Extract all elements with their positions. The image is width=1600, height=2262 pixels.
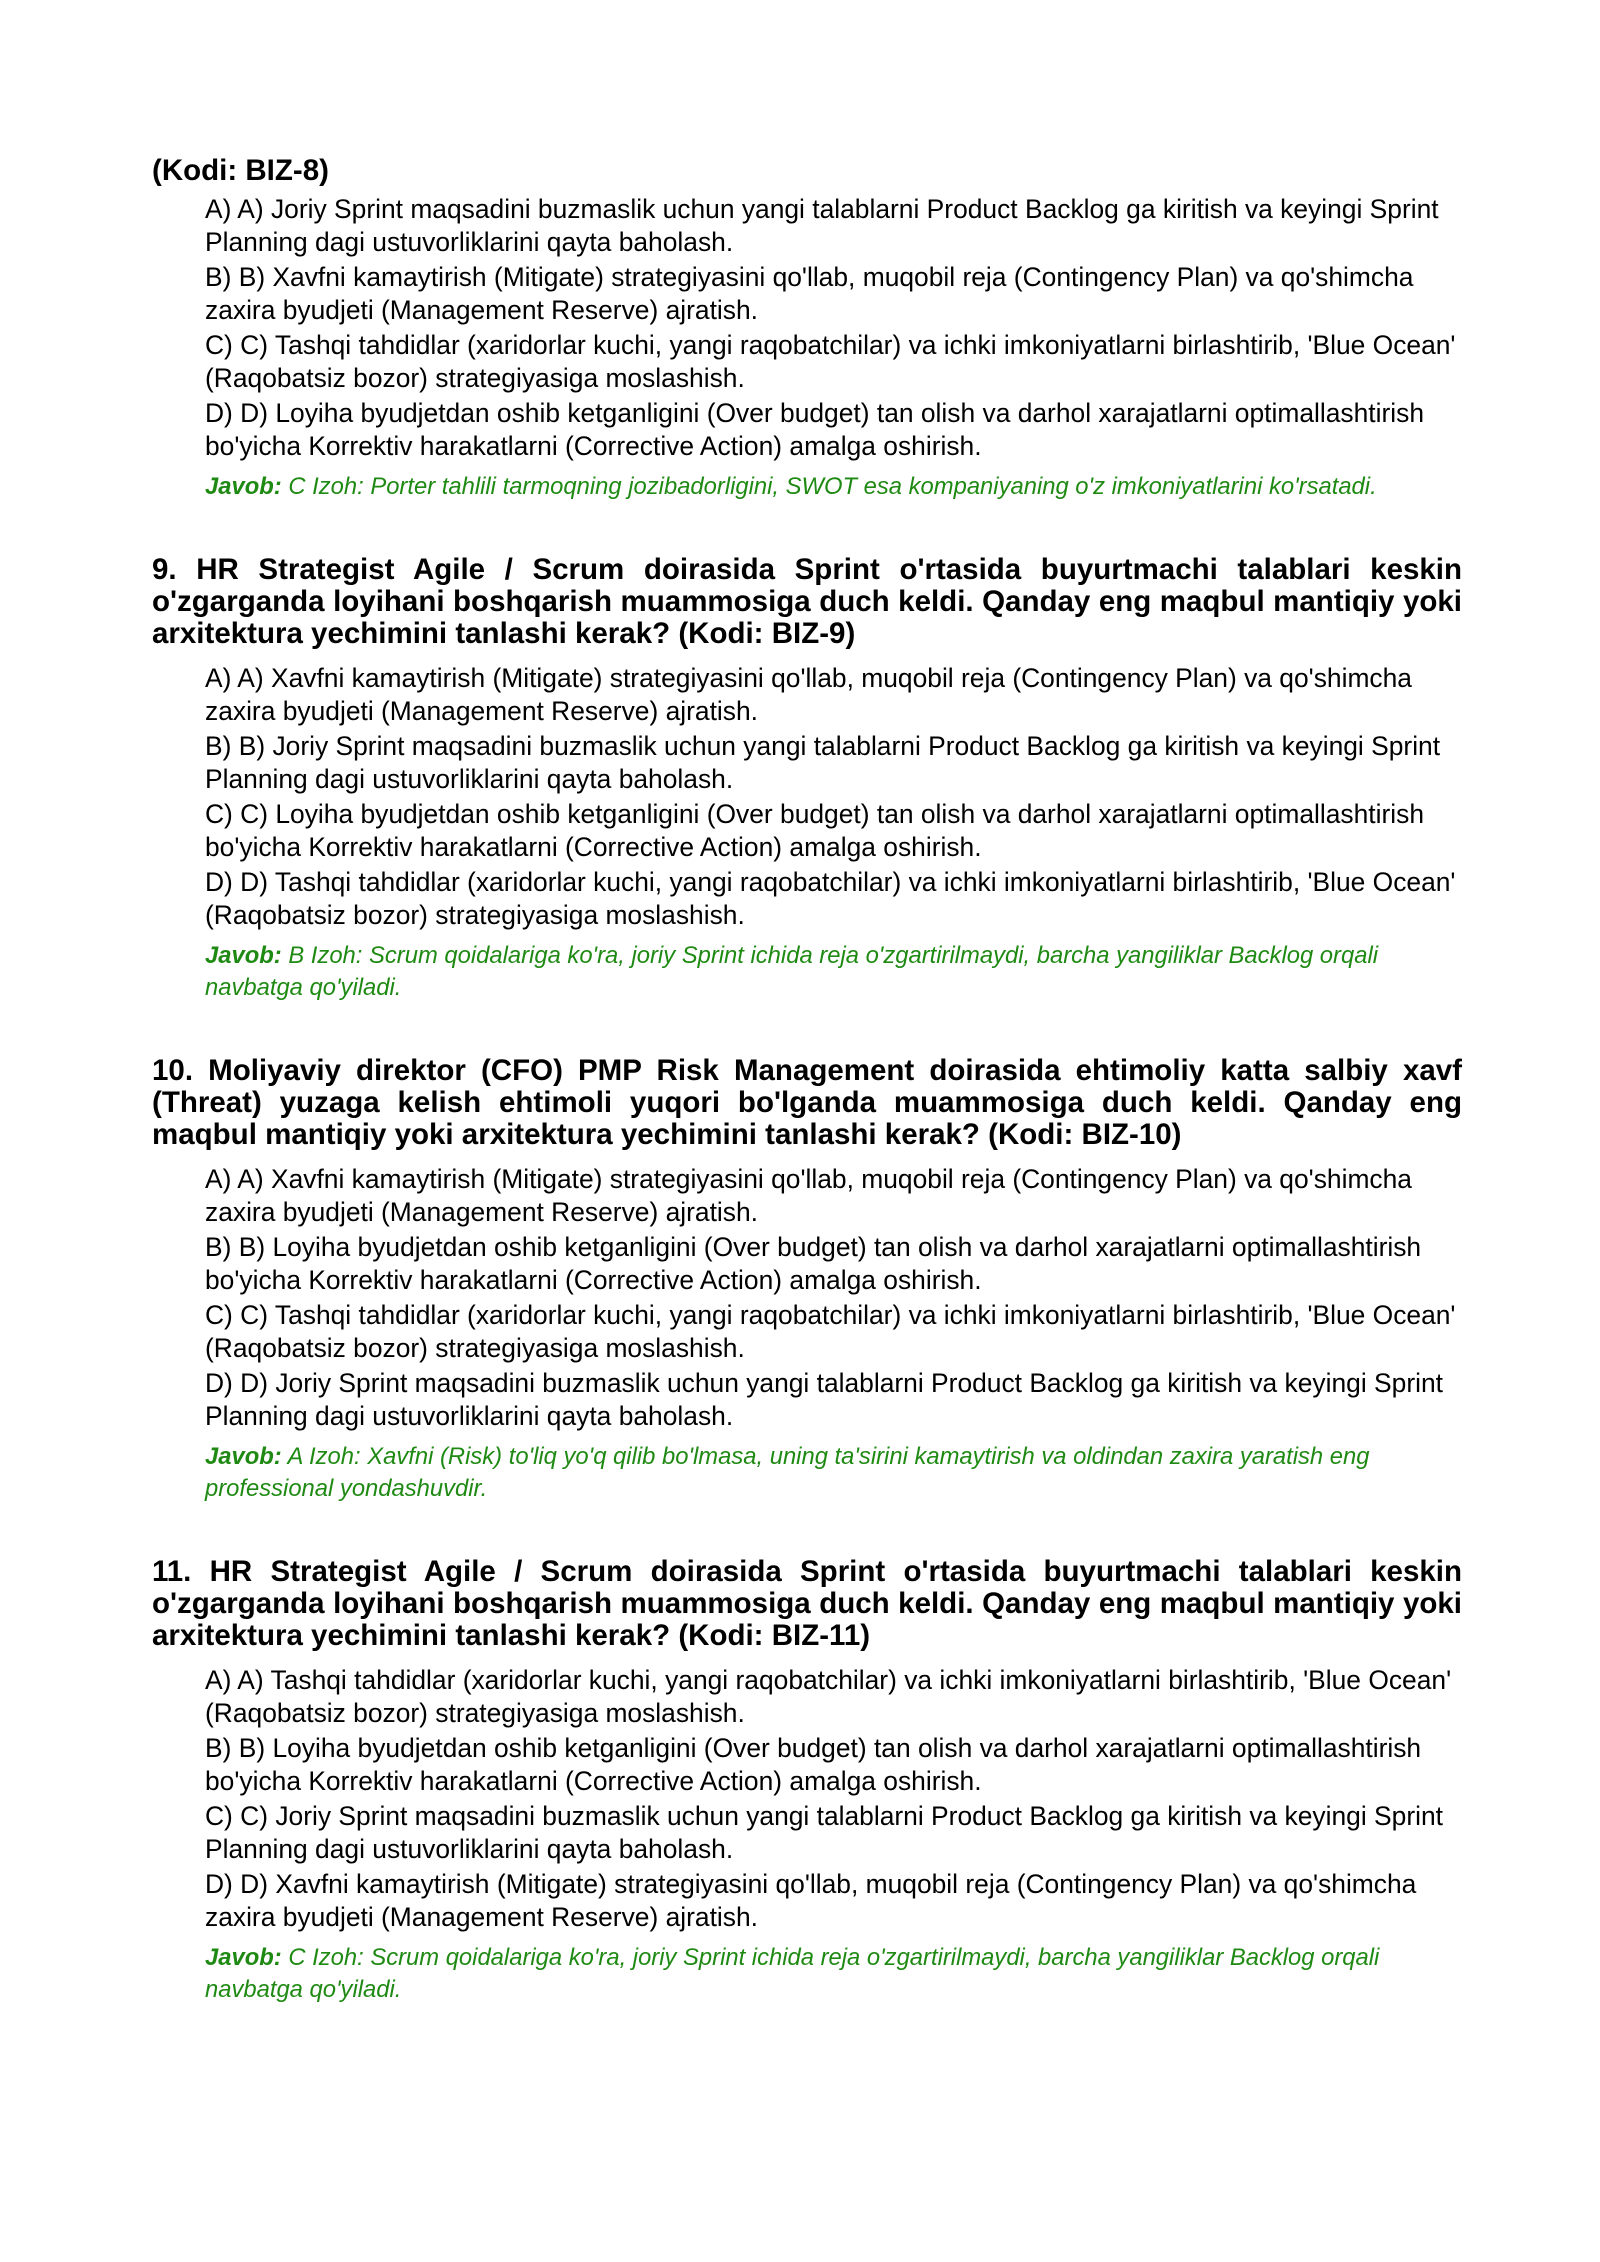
option-b: B) B) Loyiha byudjetdan oshib ketganligini (Over budget) tan olish va darhol xarajatlarni optimallashtirish bo'yicha Korrektiv harakatlarni (Corrective Action) amalga oshirish. (205, 1733, 1422, 1796)
answer-text: A Izoh: Xavfni (Risk) to'liq yo'q qilib bo'lmasa, uning ta'sirini kamaytirish va oldindan zaxira yaratish eng professional yondashuvdir. (205, 1443, 1370, 1502)
question-biz-8 (152, 155, 1462, 503)
question-biz-10 (152, 1055, 1462, 1505)
option-d: D) D) Joriy Sprint maqsadini buzmaslik uchun yangi talablarni Product Backlog ga kiritish va keyingi Sprint Planning dagi ustuvorliklarini qayta baholash. (205, 1368, 1443, 1431)
answer-block (205, 1441, 1462, 1505)
document-page (152, 155, 1462, 2057)
option-c: C) C) Tashqi tahdidlar (xaridorlar kuchi, yangi raqobatchilar) va ichki imkoniyatlarni birlashtirib, 'Blue Ocean' (Raqobatsiz bozor) strategiyasiga moslashish. (205, 330, 1456, 393)
question-title: 9. HR Strategist Agile / Scrum doirasida Sprint o'rtasida buyurtmachi talablari keskin o'zgarganda loyihani boshqarish muammosiga duch keldi. Qanday eng maqbul mantiqiy yoki arxitektura yechimini tanlashi kerak? (Kodi: BIZ-9) (152, 553, 1462, 650)
option-a: A) A) Xavfni kamaytirish (Mitigate) strategiyasini qo'llab, muqobil reja (Contingency Plan) va qo'shimcha zaxira byudjeti (Management Reserve) ajratish. (205, 663, 1412, 726)
option-d: D) D) Tashqi tahdidlar (xaridorlar kuchi, yangi raqobatchilar) va ichki imkoniyatlarni birlashtirib, 'Blue Ocean' (Raqobatsiz bozor) strategiyasiga moslashish. (205, 867, 1456, 930)
answer-label: Javob: (205, 1944, 282, 1971)
question-biz-11 (152, 1556, 1462, 2006)
option-b: B) B) Loyiha byudjetdan oshib ketganligini (Over budget) tan olish va darhol xarajatlarni optimallashtirish bo'yicha Korrektiv harakatlarni (Corrective Action) amalga oshirish. (205, 1232, 1422, 1295)
question-biz-9 (152, 554, 1462, 1004)
answer-text: C Izoh: Scrum qoidalariga ko'ra, joriy Sprint ichida reja o'zgartirilmaydi, barcha yangiliklar Backlog orqali navbatga qo'yiladi. (205, 1944, 1380, 2003)
question-title: 10. Moliyaviy direktor (CFO) PMP Risk Management doirasida ehtimoliy katta salbiy xavf (Threat) yuzaga kelish ehtimoli yuqori bo'lganda muammosiga duch keldi. Qanday eng maqbul mantiqiy yoki arxitektura yechimini tanlashi kerak? (Kodi: BIZ-10) (152, 1054, 1462, 1151)
option-b: B) B) Xavfni kamaytirish (Mitigate) strategiyasini qo'llab, muqobil reja (Contingency Plan) va qo'shimcha zaxira byudjeti (Management Reserve) ajratish. (205, 262, 1414, 325)
options-list (205, 1664, 1462, 1934)
options-list (205, 662, 1462, 932)
option-a: A) A) Joriy Sprint maqsadini buzmaslik uchun yangi talablarni Product Backlog ga kiritish va keyingi Sprint Planning dagi ustuvorliklarini qayta baholash. (205, 194, 1439, 257)
option-c: C) C) Joriy Sprint maqsadini buzmaslik uchun yangi talablarni Product Backlog ga kiritish va keyingi Sprint Planning dagi ustuvorliklarini qayta baholash. (205, 1801, 1443, 1864)
question-title: (Kodi: BIZ-8) (152, 154, 329, 187)
option-b: B) B) Joriy Sprint maqsadini buzmaslik uchun yangi talablarni Product Backlog ga kiritish va keyingi Sprint Planning dagi ustuvorliklarini qayta baholash. (205, 731, 1441, 794)
answer-block (205, 940, 1462, 1004)
option-c: C) C) Loyiha byudjetdan oshib ketganligini (Over budget) tan olish va darhol xarajatlarni optimallashtirish bo'yicha Korrektiv harakatlarni (Corrective Action) amalga oshirish. (205, 799, 1425, 862)
options-list (205, 1163, 1462, 1433)
option-d: D) D) Xavfni kamaytirish (Mitigate) strategiyasini qo'llab, muqobil reja (Contingency Plan) va qo'shimcha zaxira byudjeti (Management Reserve) ajratish. (205, 1869, 1417, 1932)
option-d: D) D) Loyiha byudjetdan oshib ketganligini (Over budget) tan olish va darhol xarajatlarni optimallashtirish bo'yicha Korrektiv harakatlarni (Corrective Action) amalga oshirish. (205, 398, 1425, 461)
answer-block (205, 1942, 1462, 2006)
answer-label: Javob: (205, 1443, 282, 1470)
answer-label: Javob: (205, 942, 282, 969)
answer-label: Javob: (205, 473, 282, 500)
question-title: 11. HR Strategist Agile / Scrum doirasida Sprint o'rtasida buyurtmachi talablari keskin o'zgarganda loyihani boshqarish muammosiga duch keldi. Qanday eng maqbul mantiqiy yoki arxitektura yechimini tanlashi kerak? (Kodi: BIZ-11) (152, 1555, 1462, 1652)
option-c: C) C) Tashqi tahdidlar (xaridorlar kuchi, yangi raqobatchilar) va ichki imkoniyatlarni birlashtirib, 'Blue Ocean' (Raqobatsiz bozor) strategiyasiga moslashish. (205, 1300, 1456, 1363)
answer-text: B Izoh: Scrum qoidalariga ko'ra, joriy Sprint ichida reja o'zgartirilmaydi, barcha yangiliklar Backlog orqali navbatga qo'yiladi. (205, 942, 1379, 1001)
answer-text: C Izoh: Porter tahlili tarmoqning jozibadorligini, SWOT esa kompaniyaning o'z imkoniyatlarini ko'rsatadi. (288, 473, 1377, 500)
option-a: A) A) Xavfni kamaytirish (Mitigate) strategiyasini qo'llab, muqobil reja (Contingency Plan) va qo'shimcha zaxira byudjeti (Management Reserve) ajratish. (205, 1164, 1412, 1227)
options-list (205, 193, 1462, 463)
option-a: A) A) Tashqi tahdidlar (xaridorlar kuchi, yangi raqobatchilar) va ichki imkoniyatlarni birlashtirib, 'Blue Ocean' (Raqobatsiz bozor) strategiyasiga moslashish. (205, 1665, 1452, 1728)
answer-block (205, 471, 1462, 503)
